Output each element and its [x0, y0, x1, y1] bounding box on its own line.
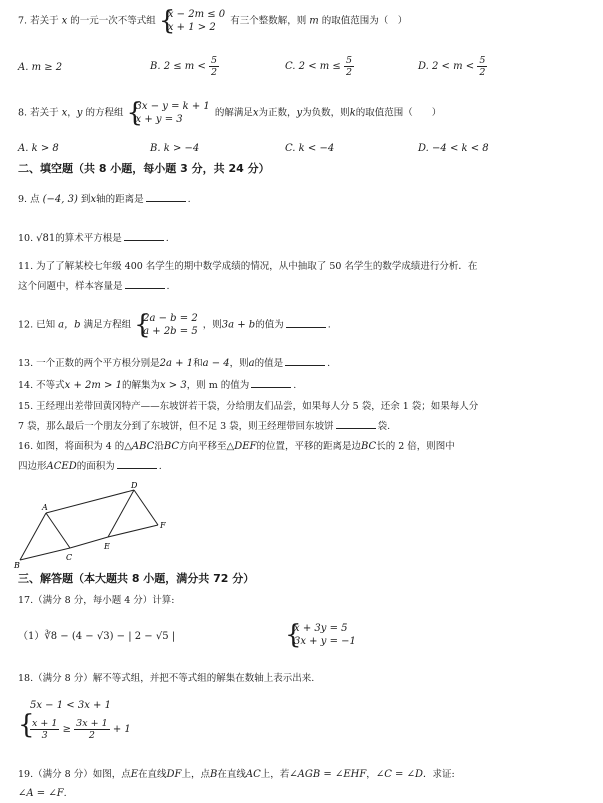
question-11-line1: 11. 为了了解某校七年级 400 名学生的期中数学成绩的情况，从中抽取了 50 名学生的数学成绩进行分析．在 [18, 261, 478, 272]
question-14 [18, 378, 296, 393]
segment-ac [46, 513, 70, 548]
question-11-line2 [18, 279, 170, 294]
option-a[interactable]: A. m ≥ 2 [18, 62, 63, 73]
inequality-1: 5x − 1 < 3x + 1 [30, 700, 111, 711]
label-d: D [131, 481, 138, 490]
question-15-line1: 15. 王经理出差带回黄冈特产——东坡饼若干袋，分给朋友们品尝，如果每人分 5 袋，还余 1 袋；如果每人分 [18, 401, 479, 412]
question-13 [18, 356, 330, 371]
text: . [165, 233, 169, 244]
question-9 [18, 192, 191, 207]
var-y: y [76, 107, 83, 119]
text: C. 2 < m ≤ [285, 61, 341, 72]
text: 16. 如图，将面积为 4 的 [18, 441, 125, 452]
question-16-line1 [18, 440, 455, 454]
var-m: m [309, 15, 319, 27]
text: 上，若 [260, 769, 290, 780]
text: 和 [193, 358, 203, 369]
point: (−4, 3) [42, 194, 78, 205]
text: ， [366, 769, 376, 780]
fraction [209, 55, 219, 78]
text: . [293, 380, 297, 391]
quadrilateral-aced: ACED [46, 461, 77, 472]
text: 的值是 [254, 358, 284, 369]
text: 这个问题中，样本容量是 [18, 281, 123, 292]
text: ≥ [62, 724, 71, 735]
text: . [166, 281, 170, 292]
text: ，则 [229, 358, 249, 369]
question-7-stem [18, 8, 407, 34]
var-a: a [248, 358, 255, 369]
var-x: x [61, 107, 68, 119]
var-y: y [296, 107, 303, 119]
text: 8. 若关于 [18, 107, 59, 119]
option-a[interactable]: A. k > 8 [18, 143, 59, 154]
system-line: { x + 3y = 5 [294, 623, 348, 634]
text: 到 [80, 194, 91, 205]
text: 满足方程组 [83, 319, 132, 331]
text: ，则 [202, 319, 222, 331]
question-19-line2 [18, 787, 67, 801]
answer-blank[interactable] [336, 419, 376, 429]
label-c: C [66, 553, 73, 562]
text: ．求证: [422, 769, 455, 780]
question-12 [18, 312, 331, 338]
text: . [327, 319, 331, 331]
condition-1: ∠AGB = ∠EHF [289, 769, 367, 780]
text: . [327, 358, 331, 369]
question-18-stem: 18.（满分 8 分）解不等式组，并把不等式组的解集在数轴上表示出来. [18, 673, 315, 684]
segment-de [108, 490, 134, 537]
text: 的取值范围（ ） [355, 107, 442, 119]
text: 的一元一次不等式组 [70, 15, 156, 27]
text: 有三个整数解，则 [230, 15, 307, 27]
var-x: x [90, 194, 97, 205]
text: 13. 一个正数的两个平方根分别是 [18, 358, 160, 369]
text: ， [67, 107, 77, 119]
condition-2: ∠C = ∠D [375, 769, 423, 780]
segment-bc [20, 548, 73, 562]
system-line: x + y = 3 [135, 114, 183, 125]
text: 在直线 [217, 769, 246, 780]
option-b[interactable] [150, 55, 219, 78]
option-d[interactable] [418, 55, 487, 78]
system-line: x + 1 > 2 [167, 22, 216, 33]
text: 上，点 [181, 769, 211, 780]
answer-blank[interactable] [251, 378, 291, 388]
text: 10. [18, 233, 34, 244]
answer-blank[interactable] [146, 192, 186, 202]
segment-ad [46, 490, 134, 513]
translation-figure [12, 478, 172, 570]
segment-bc: BC [361, 441, 377, 452]
fraction [344, 55, 354, 78]
text: 轴的距离是 [96, 194, 144, 205]
denominator: 2 [88, 730, 95, 741]
label-b: B [14, 561, 20, 570]
text: . [63, 788, 67, 799]
equation-system [287, 622, 356, 648]
text: 12. 已知 [18, 319, 56, 331]
text: 的取值范围为（ ） [321, 15, 408, 27]
brace: { [18, 710, 35, 740]
denominator: 3 [41, 730, 48, 741]
var-k: k [349, 107, 356, 119]
text: 沿 [154, 441, 164, 452]
segment-ce [70, 537, 108, 548]
numerator: 5 [345, 55, 353, 66]
segment-ef [108, 525, 158, 537]
text: 的解集为 [121, 380, 160, 391]
denominator: 2 [345, 67, 353, 78]
denominator: 2 [211, 67, 218, 78]
vars-ab: a，b [58, 319, 81, 331]
text: D. 2 < m < [418, 61, 475, 72]
expression: 2a + 1 [159, 358, 194, 369]
text: 的值为 [255, 319, 284, 331]
expression: x + 2m > 1 [64, 380, 122, 391]
var-x: x [252, 107, 259, 119]
answer-blank[interactable] [124, 231, 164, 241]
question-15-line2 [18, 419, 390, 434]
text: 14. 不等式 [18, 380, 65, 391]
text: 为负数，则 [302, 107, 350, 119]
text: . [187, 194, 191, 205]
answer-blank[interactable] [125, 279, 165, 289]
text: 的位置，平移的距离是边 [256, 441, 362, 452]
question-8-stem [18, 100, 441, 126]
question-17-part2 [285, 622, 358, 648]
system-line: { x − 2m ≤ 0 [167, 9, 226, 20]
text: ，则 m 的值为 [186, 380, 250, 391]
segment-bc: BC [163, 441, 180, 452]
answer-blank[interactable] [286, 318, 326, 328]
var-x: x [61, 15, 68, 27]
option-c[interactable]: C. k < −4 [285, 143, 335, 154]
text: 为正数， [258, 107, 297, 119]
conclusion: ∠A = ∠F [18, 788, 64, 799]
segment-df [134, 490, 158, 525]
equation-system [136, 312, 198, 338]
line-df: DF [166, 769, 182, 780]
fraction [30, 718, 59, 741]
question-19-line1 [18, 768, 455, 782]
system-line: { 3x − y = k + 1 [135, 101, 210, 112]
segment-ab [20, 513, 46, 560]
fraction [477, 55, 487, 78]
option-d[interactable]: D. −4 < k < 8 [418, 143, 489, 154]
system-line: { 2a − b = 2 [143, 313, 198, 324]
point-b: B [210, 769, 218, 780]
text: 的解满足 [214, 107, 253, 119]
answer-blank[interactable] [117, 459, 157, 469]
question-17-stem: 17.（满分 8 分，每小题 4 分）计算: [18, 595, 175, 606]
text: 四边形 [18, 461, 47, 472]
text: 长的 2 倍，则图中 [376, 441, 455, 452]
text: 的面积为 [76, 461, 115, 472]
text: 方向平移至 [179, 441, 227, 452]
numerator: 5 [479, 55, 486, 66]
label-f: F [160, 521, 166, 530]
text: . [158, 461, 162, 472]
inequality-system [161, 8, 225, 34]
label-a: A [42, 503, 48, 512]
inequality-2 [30, 718, 131, 741]
expression: a − 4 [202, 358, 230, 369]
text: 的算术平方根是 [55, 233, 122, 244]
numerator: x + 1 [32, 718, 58, 729]
option-b[interactable]: B. k > −4 [150, 143, 200, 154]
triangle-def: △DEF [226, 441, 257, 452]
system-line: 3x + y = −1 [294, 636, 356, 647]
text: 的方程组 [85, 107, 124, 119]
question-17-part1: （1）∛8 − (4 − √3) − | 2 − √5 | [18, 631, 176, 642]
system-line: a + 2b = 5 [143, 326, 198, 337]
answer-blank[interactable] [285, 356, 325, 366]
section-3-heading: 三、解答题（本大题共 8 小题，满分共 72 分） [18, 572, 255, 585]
text: + 1 [112, 724, 131, 735]
text: 7. 若关于 [18, 15, 59, 27]
text: 在直线 [138, 769, 167, 780]
expression: x > 3 [159, 380, 187, 391]
point-e: E [130, 769, 139, 780]
text: 7 袋，那么最后一个朋友分到了东坡饼，但不足 3 袋，则王经理带回东坡饼 [18, 421, 334, 432]
denominator: 2 [479, 67, 486, 78]
fraction [74, 718, 109, 741]
expression: 3a + b [221, 319, 256, 331]
line-ac: AC [245, 769, 261, 780]
text: 9. 点 [18, 194, 40, 205]
text: 袋. [377, 421, 391, 432]
section-2-heading: 二、填空题（共 8 小题，每小题 3 分，共 24 分） [18, 162, 270, 175]
label-e: E [104, 542, 110, 551]
numerator: 5 [211, 55, 218, 66]
option-c[interactable] [285, 55, 354, 78]
text: B. 2 ≤ m < [150, 61, 206, 72]
equation-system [129, 100, 210, 126]
radical: √81 [36, 233, 56, 244]
numerator: 3x + 1 [76, 718, 108, 729]
triangle-abc: △ABC [124, 441, 155, 452]
text: 19.（满分 8 分）如图，点 [18, 769, 131, 780]
question-10 [18, 231, 169, 246]
question-16-line2 [18, 459, 162, 474]
